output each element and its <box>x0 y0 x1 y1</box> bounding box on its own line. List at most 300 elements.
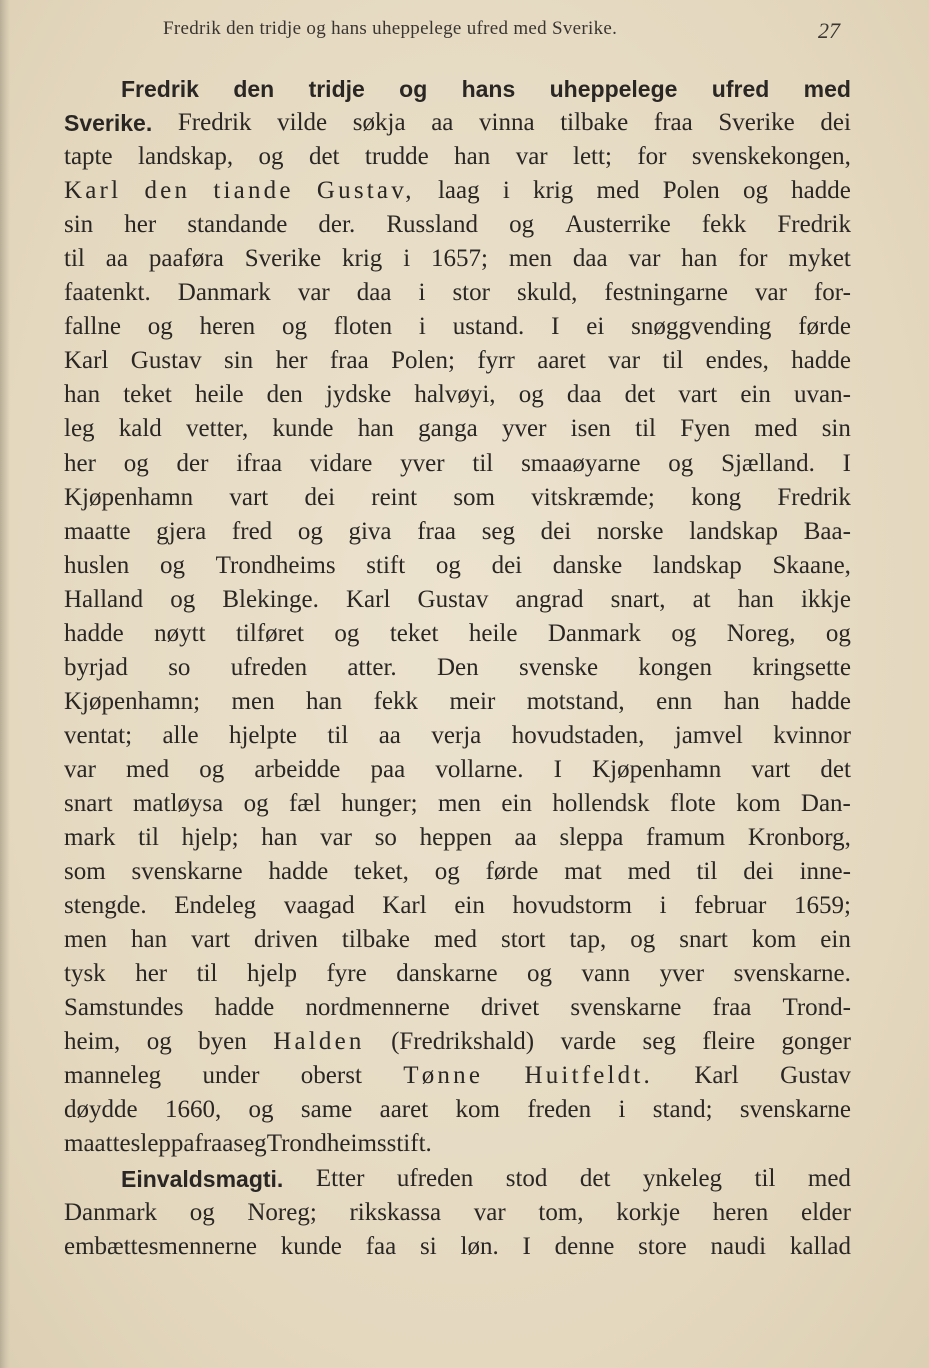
word: det <box>579 1164 611 1192</box>
word: med <box>433 926 477 954</box>
word: tilbake <box>560 109 629 137</box>
word: i <box>418 279 426 307</box>
word: men <box>438 789 482 817</box>
word: og <box>518 381 544 409</box>
word: til <box>138 824 159 852</box>
page-number: 27 <box>818 18 840 43</box>
word: aa <box>431 109 454 137</box>
word: landskap <box>689 517 779 545</box>
word: trudde <box>364 143 429 171</box>
word: landskap <box>652 551 742 579</box>
word: Fredrik <box>777 211 851 239</box>
word: 1659; <box>794 892 851 920</box>
word: førde <box>485 858 539 886</box>
word: Gustav <box>780 1062 851 1090</box>
text-line <box>64 481 851 515</box>
word: og <box>671 619 697 647</box>
word: han <box>454 143 491 171</box>
word: og <box>668 449 694 477</box>
word: dei <box>304 483 336 511</box>
word: døydde <box>64 1096 138 1124</box>
heading-word: uheppelege <box>549 76 678 102</box>
word: maatte <box>64 517 131 545</box>
word: sin <box>821 415 851 443</box>
word: aa <box>105 245 128 273</box>
word: Karl <box>345 585 391 613</box>
word: danske <box>552 551 623 579</box>
word: som <box>64 858 106 886</box>
word: var <box>515 143 548 171</box>
word: til <box>472 449 494 477</box>
word: og <box>258 143 284 171</box>
word: ufreden <box>230 653 308 681</box>
word: sleppa <box>559 824 624 852</box>
word: til <box>696 858 718 886</box>
word: uvan- <box>793 381 851 409</box>
word: vollarne. <box>435 755 524 783</box>
word: fraa <box>712 994 752 1022</box>
word: Polen; <box>391 347 455 375</box>
word: tom, <box>538 1198 584 1226</box>
word: hunger; <box>341 789 418 817</box>
text-line <box>64 412 851 446</box>
word: Gustav <box>417 585 489 613</box>
word: norske <box>596 517 664 545</box>
word: ufreden <box>396 1164 474 1192</box>
word: kunde <box>272 415 334 443</box>
word: dei <box>743 858 774 886</box>
word: oberst <box>300 1062 362 1090</box>
word: paaføra <box>148 245 224 273</box>
word: og <box>243 789 269 817</box>
word: teket <box>389 619 439 647</box>
word: drivet <box>480 994 540 1022</box>
word: og <box>281 313 307 341</box>
text-line <box>64 72 851 106</box>
word: hjelpte <box>228 721 297 749</box>
word: fekk <box>373 687 419 715</box>
word: daa <box>566 381 602 409</box>
word: aaret <box>379 1096 429 1124</box>
word: og <box>159 551 185 579</box>
word: aa <box>378 721 401 749</box>
word: til <box>327 721 349 749</box>
word: Skaane, <box>772 551 851 579</box>
word: svenskarne <box>131 858 243 886</box>
word: I <box>842 449 851 477</box>
text-line <box>64 515 851 549</box>
word: Kjøpenhamn <box>64 483 194 511</box>
word: den <box>144 177 191 205</box>
word: danskarne <box>396 960 498 988</box>
word: smaaøyarne <box>521 449 641 477</box>
word: i <box>618 1096 626 1124</box>
word: Danmark <box>547 619 641 647</box>
word: yver <box>502 415 547 443</box>
word: fraa <box>417 517 457 545</box>
text-line <box>64 1059 851 1093</box>
word: hadde <box>791 177 851 205</box>
word: daa <box>572 245 608 273</box>
word: mat <box>564 858 602 886</box>
word: Sverike <box>244 245 322 273</box>
text-line <box>64 855 851 889</box>
word: stod <box>505 1164 548 1192</box>
book-spine-edge <box>0 0 10 1368</box>
heading-word: Sverike. <box>64 110 153 137</box>
word: hadde <box>268 858 329 886</box>
word: stift <box>366 551 406 579</box>
body-text <box>64 72 851 1264</box>
text-line <box>64 1162 851 1196</box>
word: ein <box>454 892 485 920</box>
heading-word: Einvaldsmagti. <box>121 1165 284 1192</box>
word: yver <box>400 449 445 477</box>
word: arbeidde <box>254 755 341 783</box>
word: til <box>196 960 218 988</box>
heading-word: Fredrik <box>121 76 199 102</box>
word: driven <box>254 926 318 954</box>
word: varde <box>560 1028 617 1056</box>
word: med <box>807 1164 851 1192</box>
word: Den <box>436 653 479 681</box>
word: dei <box>540 517 572 545</box>
word: for <box>637 143 667 171</box>
word: svenskekongen, <box>691 143 851 171</box>
heading-word: med <box>803 76 851 102</box>
word: og <box>297 517 323 545</box>
word: yver <box>659 960 705 988</box>
running-head-title: Fredrik den tridje og hans uheppelege ufred med Sverike. <box>163 18 618 39</box>
word: verja <box>431 721 482 749</box>
text-line <box>64 310 851 344</box>
word: stand; <box>652 1096 713 1124</box>
text-line <box>64 923 851 957</box>
word: kong <box>691 483 742 511</box>
word: heppen <box>419 824 492 852</box>
word: floten <box>333 313 393 341</box>
word: heile <box>468 619 518 647</box>
word: Halden <box>273 1028 365 1056</box>
word: i <box>659 892 667 920</box>
word: han <box>64 381 101 409</box>
word: med <box>754 415 798 443</box>
word: ventat; <box>64 721 133 749</box>
word: var <box>755 279 787 307</box>
word: vinna <box>479 109 535 137</box>
word: Karl <box>694 1062 739 1090</box>
word: sin <box>64 211 94 239</box>
word: løn. <box>460 1232 499 1260</box>
word: hadde <box>791 347 851 375</box>
word: Danmark <box>64 1198 158 1226</box>
word: heim, <box>64 1028 121 1056</box>
word: Fredrik <box>777 483 851 511</box>
word: dei <box>491 551 523 579</box>
word: Gustav, <box>316 177 415 205</box>
text-line <box>64 617 851 651</box>
word: fraa <box>194 1130 234 1158</box>
word: her <box>124 211 157 239</box>
word: som <box>453 483 496 511</box>
word: fyrr <box>477 347 515 375</box>
word: i <box>502 177 510 205</box>
word: vart <box>191 926 231 954</box>
heading-word: den <box>233 76 275 102</box>
word: svenskarne <box>739 1096 851 1124</box>
heading-word: hans <box>461 76 516 102</box>
word: fyre <box>326 960 367 988</box>
word: hollendsk <box>552 789 650 817</box>
word: Trondheims <box>266 1130 387 1158</box>
word: Samstundes <box>64 994 184 1022</box>
word: snart <box>679 926 728 954</box>
word: seg <box>481 517 516 545</box>
word: Fyen <box>680 415 731 443</box>
text-line <box>64 957 851 991</box>
text-line <box>64 276 851 310</box>
word: til <box>635 415 656 443</box>
word: Gustav <box>130 347 202 375</box>
word: Etter <box>315 1164 365 1192</box>
word: stengde. <box>64 892 147 920</box>
word: manneleg <box>64 1062 162 1090</box>
text-line <box>64 1230 851 1264</box>
word: men <box>508 245 552 273</box>
word: og <box>189 1198 215 1226</box>
word: byrjad <box>64 653 128 681</box>
word: sin <box>224 347 254 375</box>
word: han <box>723 687 760 715</box>
word: han <box>737 585 774 613</box>
word: kom <box>455 1096 500 1124</box>
word: laag <box>437 177 480 205</box>
word: her <box>64 449 96 477</box>
word: paa <box>370 755 406 783</box>
word: so <box>168 653 191 681</box>
word: naudi <box>710 1232 767 1260</box>
text-line <box>64 889 851 923</box>
word: kom <box>736 789 781 817</box>
word: til <box>64 245 85 273</box>
word: heile <box>194 381 244 409</box>
word: nordmennerne <box>305 994 450 1022</box>
word: Blekinge. <box>222 585 319 613</box>
text-line <box>64 753 851 787</box>
word: maatte <box>64 1130 131 1158</box>
word: nøytt <box>154 619 206 647</box>
word: kom <box>751 926 797 954</box>
word: kallad <box>789 1232 851 1260</box>
word: kringsette <box>752 653 851 681</box>
word: krig <box>533 177 574 205</box>
word: alle <box>162 721 199 749</box>
word: til <box>754 1164 776 1192</box>
word: men <box>64 926 108 954</box>
word: Trond- <box>782 994 851 1022</box>
word: førde <box>798 313 851 341</box>
word: hovudstorm <box>512 892 632 920</box>
word: faa <box>365 1232 397 1260</box>
word: og <box>509 211 535 239</box>
word: meir <box>449 687 496 715</box>
word: reint <box>371 483 418 511</box>
word: Karl <box>64 347 109 375</box>
word: kunde <box>280 1232 342 1260</box>
word: Danmark <box>177 279 271 307</box>
word: ynkeleg <box>642 1164 723 1192</box>
word: giva <box>348 517 392 545</box>
word: tap, <box>569 926 607 954</box>
text-line <box>64 344 851 378</box>
word: Kjøpenhamn; <box>64 687 201 715</box>
word: gonger <box>781 1028 851 1056</box>
word: aaret <box>537 347 586 375</box>
word: same <box>300 1096 353 1124</box>
word: han <box>681 245 718 273</box>
word: Endeleg <box>174 892 257 920</box>
word: vitskræmde; <box>531 483 655 511</box>
word: si <box>420 1232 437 1260</box>
text-line <box>64 106 851 140</box>
word: rikskassa <box>349 1198 442 1226</box>
word: hadde <box>214 994 275 1022</box>
word: mark <box>64 824 116 852</box>
word: endes, <box>705 347 769 375</box>
word: der. <box>318 211 356 239</box>
word: heren <box>199 313 256 341</box>
word: Sverike <box>718 109 795 137</box>
word: under <box>202 1062 260 1090</box>
word: angrad <box>515 585 584 613</box>
word: her <box>275 347 308 375</box>
text-line <box>64 174 851 208</box>
word: 1657; <box>431 245 488 273</box>
word: hjelp; <box>181 824 239 852</box>
word: Russland <box>386 211 478 239</box>
word: Kjøpenhamn <box>592 755 722 783</box>
word: Karl <box>64 177 122 205</box>
word: tiande <box>213 177 294 205</box>
word: snøggvending <box>631 313 772 341</box>
word: seg <box>642 1028 676 1056</box>
word: med <box>596 177 640 205</box>
word: motstand, <box>526 687 625 715</box>
word: og <box>435 551 461 579</box>
word: og <box>170 585 196 613</box>
word: enn <box>656 687 693 715</box>
word: aa <box>514 824 537 852</box>
word: festningarne <box>604 279 728 307</box>
word: stort <box>500 926 546 954</box>
word: at <box>692 585 711 613</box>
word: seg <box>233 1130 267 1158</box>
word: stor <box>452 279 490 307</box>
word: faatenkt. <box>64 279 151 307</box>
word: skuld, <box>516 279 578 307</box>
text-line <box>64 1127 851 1161</box>
word: Fredrik <box>177 109 252 137</box>
word: jydske <box>325 381 392 409</box>
word: søkja <box>352 109 406 137</box>
word: heren <box>712 1198 769 1226</box>
word: vart <box>678 381 718 409</box>
word: i <box>418 313 426 341</box>
word: standande <box>187 211 288 239</box>
word: vetter, <box>186 415 249 443</box>
word: halvøyi, <box>414 381 496 409</box>
word: og <box>248 1096 274 1124</box>
word: og <box>334 619 360 647</box>
word: ifraa <box>236 449 283 477</box>
word: korkje <box>616 1198 681 1226</box>
word: tilbake <box>341 926 410 954</box>
word: Noreg; <box>247 1198 317 1226</box>
word: den <box>266 381 303 409</box>
text-line <box>64 1025 851 1059</box>
word: fallne <box>64 313 121 341</box>
text-line <box>64 685 851 719</box>
word: fred <box>231 517 273 545</box>
word: og <box>123 449 149 477</box>
word: 1660, <box>164 1096 222 1124</box>
text-line <box>64 583 851 617</box>
word: var <box>64 755 96 783</box>
word: og <box>199 755 225 783</box>
word: landskap, <box>138 143 234 171</box>
word: matløysa <box>132 789 224 817</box>
word: Halland <box>64 585 144 613</box>
word: fekk <box>701 211 747 239</box>
word: svenskarne <box>570 994 682 1022</box>
word: daa <box>356 279 392 307</box>
word: han <box>306 687 343 715</box>
word: hjelp <box>246 960 297 988</box>
word: var <box>320 824 352 852</box>
word: var <box>297 279 330 307</box>
text-line <box>64 787 851 821</box>
word: denne <box>554 1232 615 1260</box>
word: der <box>176 449 209 477</box>
word: krig <box>342 245 383 273</box>
text-line <box>64 242 851 276</box>
word: I <box>551 313 560 341</box>
word: februar <box>694 892 767 920</box>
word: det <box>624 381 656 409</box>
word: snart, <box>610 585 666 613</box>
word: og <box>630 926 656 954</box>
word: so <box>374 824 397 852</box>
word: Huitfeldt. <box>524 1062 653 1090</box>
word: sleppa <box>130 1130 195 1158</box>
word: var <box>608 347 641 375</box>
word: byen <box>198 1028 247 1056</box>
word: framum <box>646 824 726 852</box>
word: flote <box>669 789 716 817</box>
text-line <box>64 1093 851 1127</box>
heading-word: ufred <box>711 76 770 102</box>
word: isen <box>570 415 611 443</box>
word: Tønne <box>403 1062 484 1090</box>
word: tilføret <box>235 619 304 647</box>
word: tapte <box>64 143 113 171</box>
word: Dan- <box>800 789 851 817</box>
word: Kronborg, <box>747 824 851 852</box>
word: vidare <box>309 449 373 477</box>
word: men <box>231 687 275 715</box>
text-line <box>64 549 851 583</box>
word: myket <box>788 245 851 273</box>
